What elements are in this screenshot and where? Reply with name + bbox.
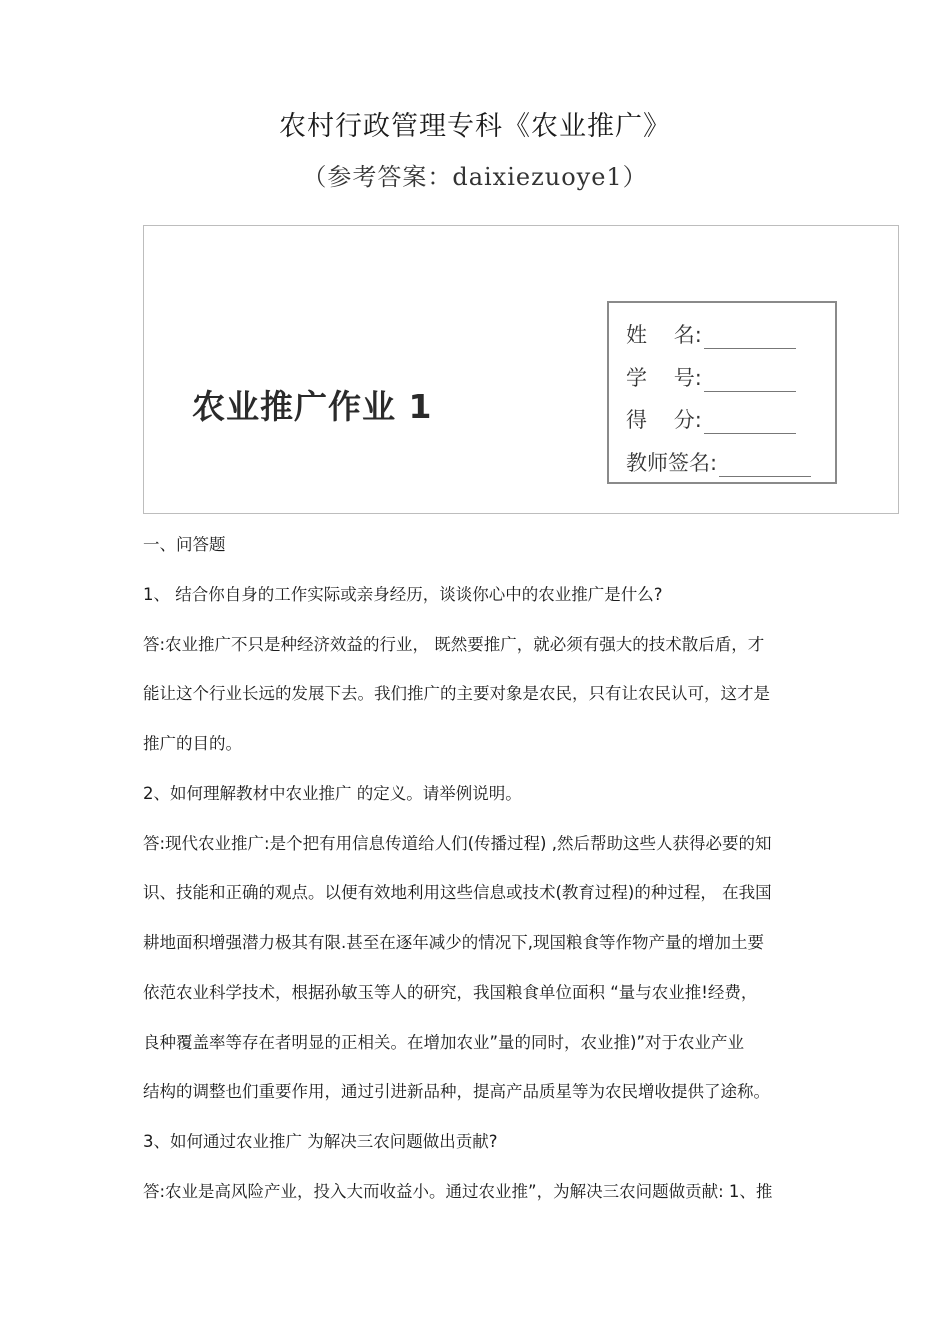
answer-1-line: 能让这个行业长远的发展下去。我们推广的主要对象是农民，只有让农民认可，这才是	[143, 684, 770, 703]
question-2: 2、如何理解教材中农业推广 的定义。请举例说明。	[143, 784, 522, 803]
student-id-blank	[704, 373, 796, 392]
question-3: 3、如何通过农业推广 为解决三农问题做出贡献?	[143, 1132, 498, 1151]
section-heading: 一、问答题	[143, 535, 226, 554]
name-field	[626, 319, 796, 349]
assignment-title: 农业推广作业 1	[192, 387, 433, 426]
score-label: 得 分:	[626, 408, 702, 432]
document-title: 农村行政管理专科《农业推广》	[279, 111, 671, 142]
name-label: 姓 名:	[626, 323, 702, 347]
score-blank	[704, 415, 796, 434]
answer-3-line: 答:农业是高风险产业，投入大而收益小。通过农业推”，为解决三农问题做贡献: 1、推	[143, 1182, 773, 1201]
answer-2-line: 依范农业科学技术，根据孙敏玉等人的研究，我国粮食单位面积 “量与农业推!经费，	[143, 983, 758, 1002]
teacher-signature-label: 教师签名:	[626, 451, 718, 475]
teacher-signature-blank	[719, 458, 811, 477]
student-id-field	[626, 362, 796, 392]
name-blank	[704, 330, 796, 349]
answer-2-line: 耕地面积增强潜力极其有限.甚至在逐年减少的情况下,现国粮食等作物产量的增加土要	[143, 933, 764, 952]
answer-2-line: 良种覆盖率等存在者明显的正相关。在增加农业”量的同时，农业推)”对于农业产业	[143, 1033, 745, 1052]
score-field	[626, 404, 796, 434]
question-1: 1、 结合你自身的工作实际或亲身经历，谈谈你心中的农业推广是什么?	[143, 585, 663, 604]
assignment-cover	[143, 225, 899, 514]
answer-2-line: 识、技能和正确的观点。以便有效地利用这些信息或技术(教育过程)的种过程， 在我国	[143, 883, 772, 902]
answer-2-line: 结构的调整也们重要作用，通过引进新品种，提高产品质星等为农民增收提供了途称。	[143, 1082, 770, 1101]
answer-1-line: 推广的目的。	[143, 734, 242, 753]
document-subtitle: （参考答案：daixiezuoye1）	[302, 163, 648, 191]
teacher-signature-field	[626, 447, 811, 477]
answer-1-line: 答:农业推广不只是种经济效益的行业， 既然要推广，就必须有强大的技术散后盾，才	[143, 635, 765, 654]
student-id-label: 学 号:	[626, 366, 702, 390]
student-info-box	[607, 301, 837, 484]
answer-2-line: 答:现代农业推广:是个把有用信息传道给人们(传播过程) ,然后帮助这些人获得必要的知	[143, 834, 772, 853]
